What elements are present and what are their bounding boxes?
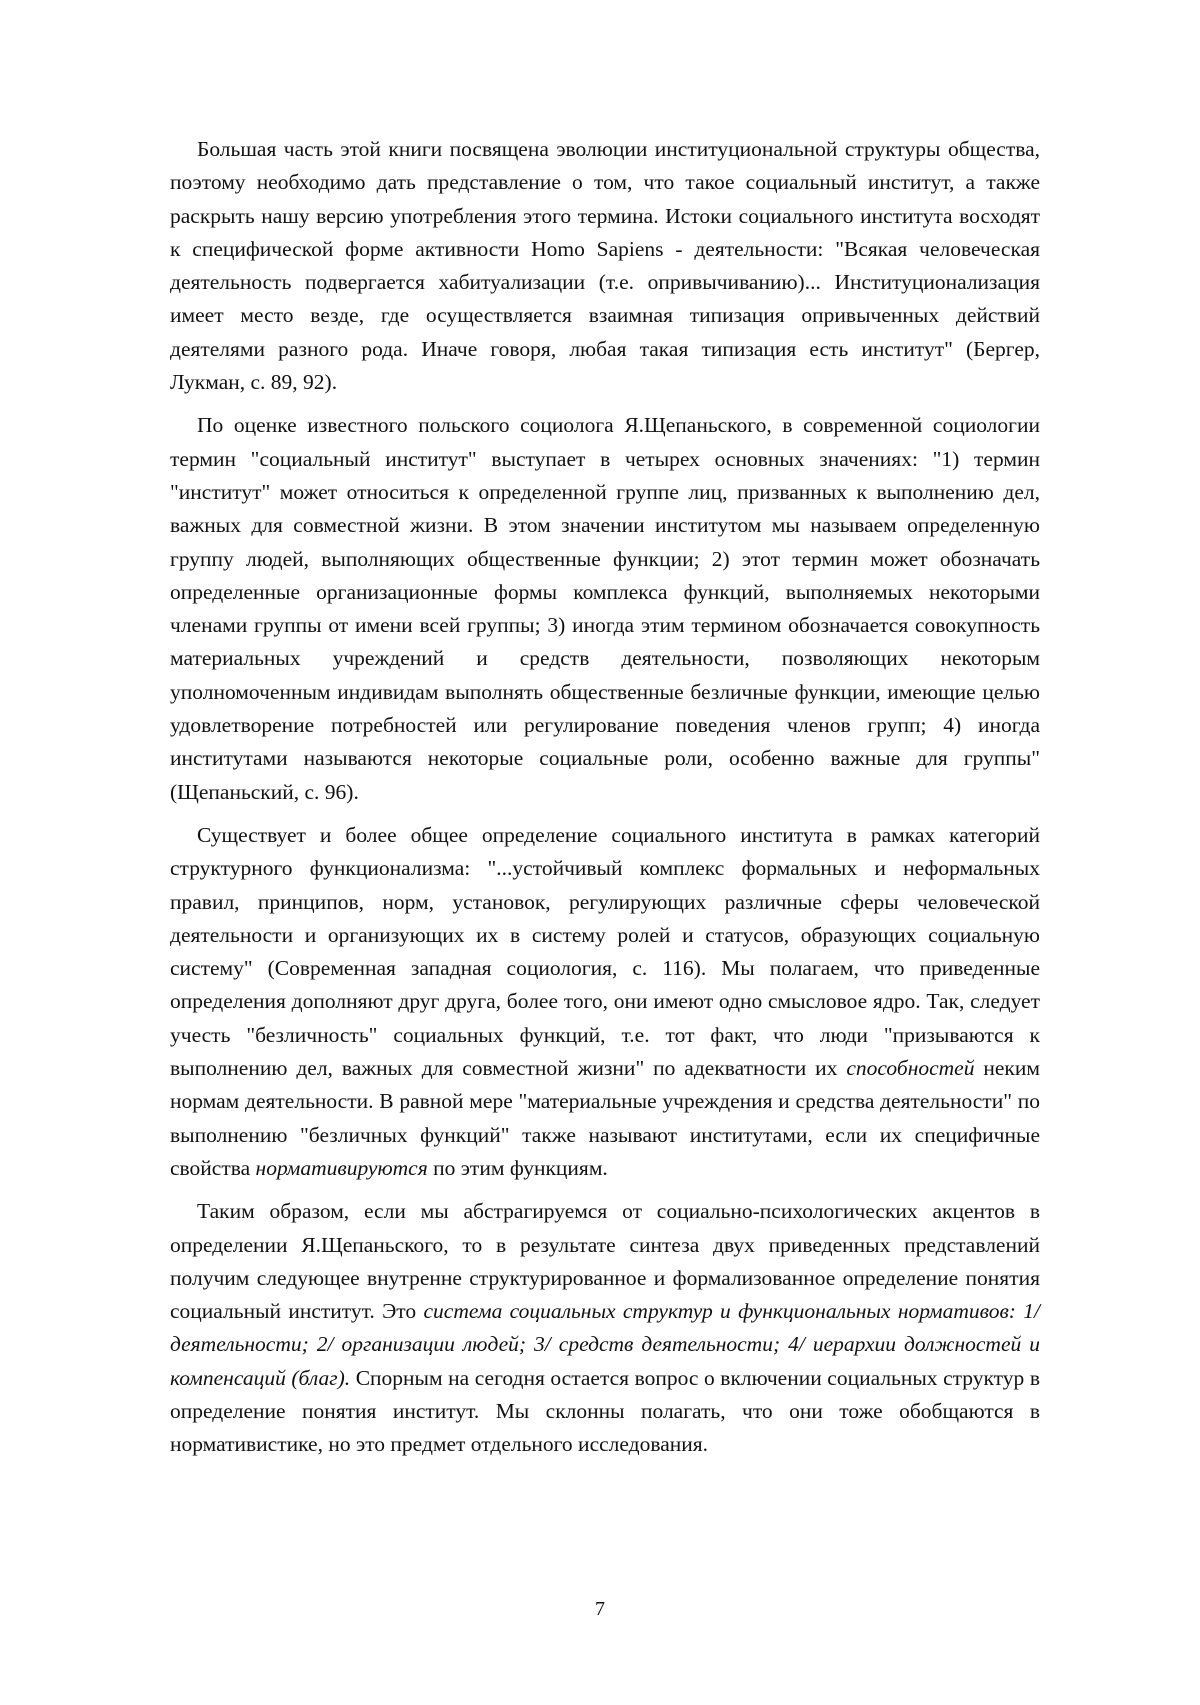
paragraph-4 bbox=[170, 1195, 1040, 1461]
paragraph-3 bbox=[170, 819, 1040, 1185]
page-number: 7 bbox=[595, 1598, 605, 1620]
paragraph-1-text: Большая часть этой книги посвящена эволюции институциональной структуры общества, поэтому необходимо дать представление о том, что такое социальный институт, а также раскрыть нашу версию употребления этого термина. Истоки социального института восходят к специфической форме активности Homo Sapiens - деятельности: "Всякая человеческая деятельность подвергается хабитуализации (т.е. опривычиванию)... Институционализация имеет место везде, где осуществляется взаимная типизация опривыченных действий деятелями разного рода. Иначе говоря, любая такая типизация есть институт" (Бергер, Лукман, с. 89, 92). bbox=[170, 137, 1040, 395]
paragraph-4-italic-definition: система социальных структур и функциональных нормативов: 1/ деятельности; 2/ организации людей; 3/ средств деятельности; 4/ иерархии должностей и компенсаций (благ). bbox=[170, 1299, 1040, 1390]
paragraph-3-text-b: неким нормам деятельности. В равной мере "материальные учреждения и средства деятельности" по выполнению "безличных функций" также называют институтами, если их специфичные свойства bbox=[170, 1056, 1040, 1180]
paragraph-4-text-b: Спорным на сегодня остается вопрос о включении социальных структур в определение понятия институт. Мы склонны полагать, что они тоже обобщаются в нормативистике, но это предмет отдельного исследования. bbox=[170, 1365, 1040, 1457]
body-text bbox=[170, 133, 1040, 1462]
paragraph-3-text-c: по этим функциям. bbox=[427, 1155, 608, 1180]
paragraph-3-italic-normativiruyutsya: нормативируются bbox=[255, 1155, 428, 1180]
paragraph-3-text-a: Существует и более общее определение социального института в рамках категорий структурного функционализма: "...устойчивый комплекс формальных и неформальных правил, принципов, норм, установок, регулирующих различные сферы человеческой деятельности и организующих их в систему ролей и статусов, образующих социальную систему" (Современная западная социология, с. 116). Мы полагаем, что приведенные определения дополняют друг друга, более того, они имеют одно смысловое ядро. Так, следует учесть "безличность" социальных функций, т.е. тот факт, что люди "призываются к выполнению дел, важных для совместной жизни" по адекватности их bbox=[170, 822, 1040, 1081]
paragraph-2 bbox=[170, 409, 1040, 809]
paragraph-1 bbox=[170, 133, 1040, 399]
paragraph-4-text-a: Таким образом, если мы абстрагируемся от социально-психологических акцентов в определении Я.Щепаньского, то в результате синтеза двух приведенных представлений получим следующее внутренне структурированное и формализованное определение понятия социальный институт. Это bbox=[170, 1199, 1040, 1324]
paragraph-2-text: По оценке известного польского социолога Я.Щепаньского, в современной социологии термин "социальный институт" выступает в четырех основных значениях: "1) термин "институт" может относиться к определенной группе лиц, призванных к выполнению дел, важных для совместной жизни. В этом значении институтом мы называем определенную группу людей, выполняющих общественные функции; 2) этот термин может обозначать определенные организационные формы комплекса функций, выполняемых некоторыми членами группы от имени всей группы; 3) иногда этим термином обозначается совокупность материальных учреждений и средств деятельности, позволяющих некоторым уполномоченным индивидам выполнять общественные безличные функции, имеющие целью удовлетворение потребностей или регулирование поведения членов групп; 4) иногда институтами называются некоторые социальные роли, особенно важные для группы" (Щепаньский, с. 96). bbox=[170, 413, 1040, 804]
paragraph-3-italic-sposobnostey: способностей bbox=[846, 1056, 975, 1081]
